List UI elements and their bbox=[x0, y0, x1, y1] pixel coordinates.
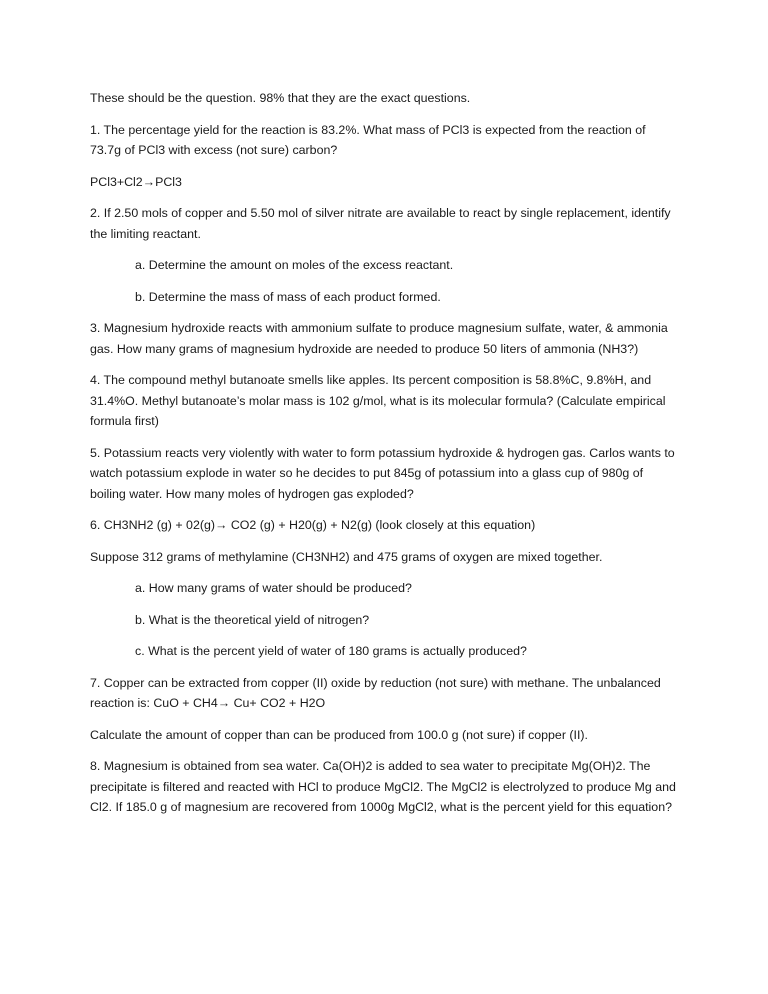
question-3: 3. Magnesium hydroxide reacts with ammonium sulfate to produce magnesium sulfate, water, & ammonia gas. How many grams of magnesium hydroxide are needed to produce 50 liters of ammonia (NH3?) bbox=[90, 321, 668, 356]
question-4: 4. The compound methyl butanoate smells like apples. Its percent composition is 58.8%C, 9.8%H, and 31.4%O. Methyl butanoate’s molar mass is 102 g/mol, what is its molecular formula? (Calculate empirical formula first) bbox=[90, 373, 666, 428]
question-1: 1. The percentage yield for the reaction is 83.2%. What mass of PCl3 is expected from the reaction of 73.7g of PCl3 with excess (not sure) carbon? bbox=[90, 122, 646, 157]
document-page bbox=[90, 88, 680, 829]
question-8: 8. Magnesium is obtained from sea water. Ca(OH)2 is added to sea water to precipitate Mg(OH)2. The precipitate is filtered and reacted with HCl to produce MgCl2. The MgCl2 is electrolyzed to produce Mg and Cl2. If 185.0 g of magnesium are recovered from 1000g MgCl2, what is the percent yield for this equation? bbox=[90, 759, 676, 814]
question-6: 6. CH3NH2 (g) + 02(g)→ CO2 (g) + H20(g) + N2(g) (look closely at this equation) bbox=[90, 518, 536, 532]
question-2: 2. If 2.50 mols of copper and 5.50 mol of silver nitrate are available to react by single replacement, identify the limiting reactant. bbox=[90, 206, 671, 241]
question-7-followup: Calculate the amount of copper than can be produced from 100.0 g (not sure) if copper (II). bbox=[90, 727, 588, 742]
question-6-part-a: a. How many grams of water should be produced? bbox=[135, 581, 412, 595]
question-6-part-b: b. What is the theoretical yield of nitrogen? bbox=[135, 612, 370, 627]
question-1-equation: PCl3+Cl2→PCl3 bbox=[90, 174, 182, 189]
question-2-part-a: a. Determine the amount on moles of the excess reactant. bbox=[135, 258, 454, 272]
question-2-part-b: b. Determine the mass of mass of each product formed. bbox=[135, 289, 441, 304]
question-6-setup: Suppose 312 grams of methylamine (CH3NH2) and 475 grams of oxygen are mixed together. bbox=[90, 549, 603, 564]
question-7: 7. Copper can be extracted from copper (II) oxide by reduction (not sure) with methane. The unbalanced reaction is: CuO + CH4→ Cu+ CO2 + H2O bbox=[90, 675, 661, 710]
intro-text: These should be the question. 98% that they are the exact questions. bbox=[90, 91, 471, 105]
question-6-part-c: c. What is the percent yield of water of 180 grams is actually produced? bbox=[135, 644, 527, 658]
question-5: 5. Potassium reacts very violently with water to form potassium hydroxide & hydrogen gas. Carlos wants to watch potassium explode in water so he decides to put 845g of potassium into a glass cup of 980g of boiling water. How many moles of hydrogen gas exploded? bbox=[90, 445, 675, 501]
